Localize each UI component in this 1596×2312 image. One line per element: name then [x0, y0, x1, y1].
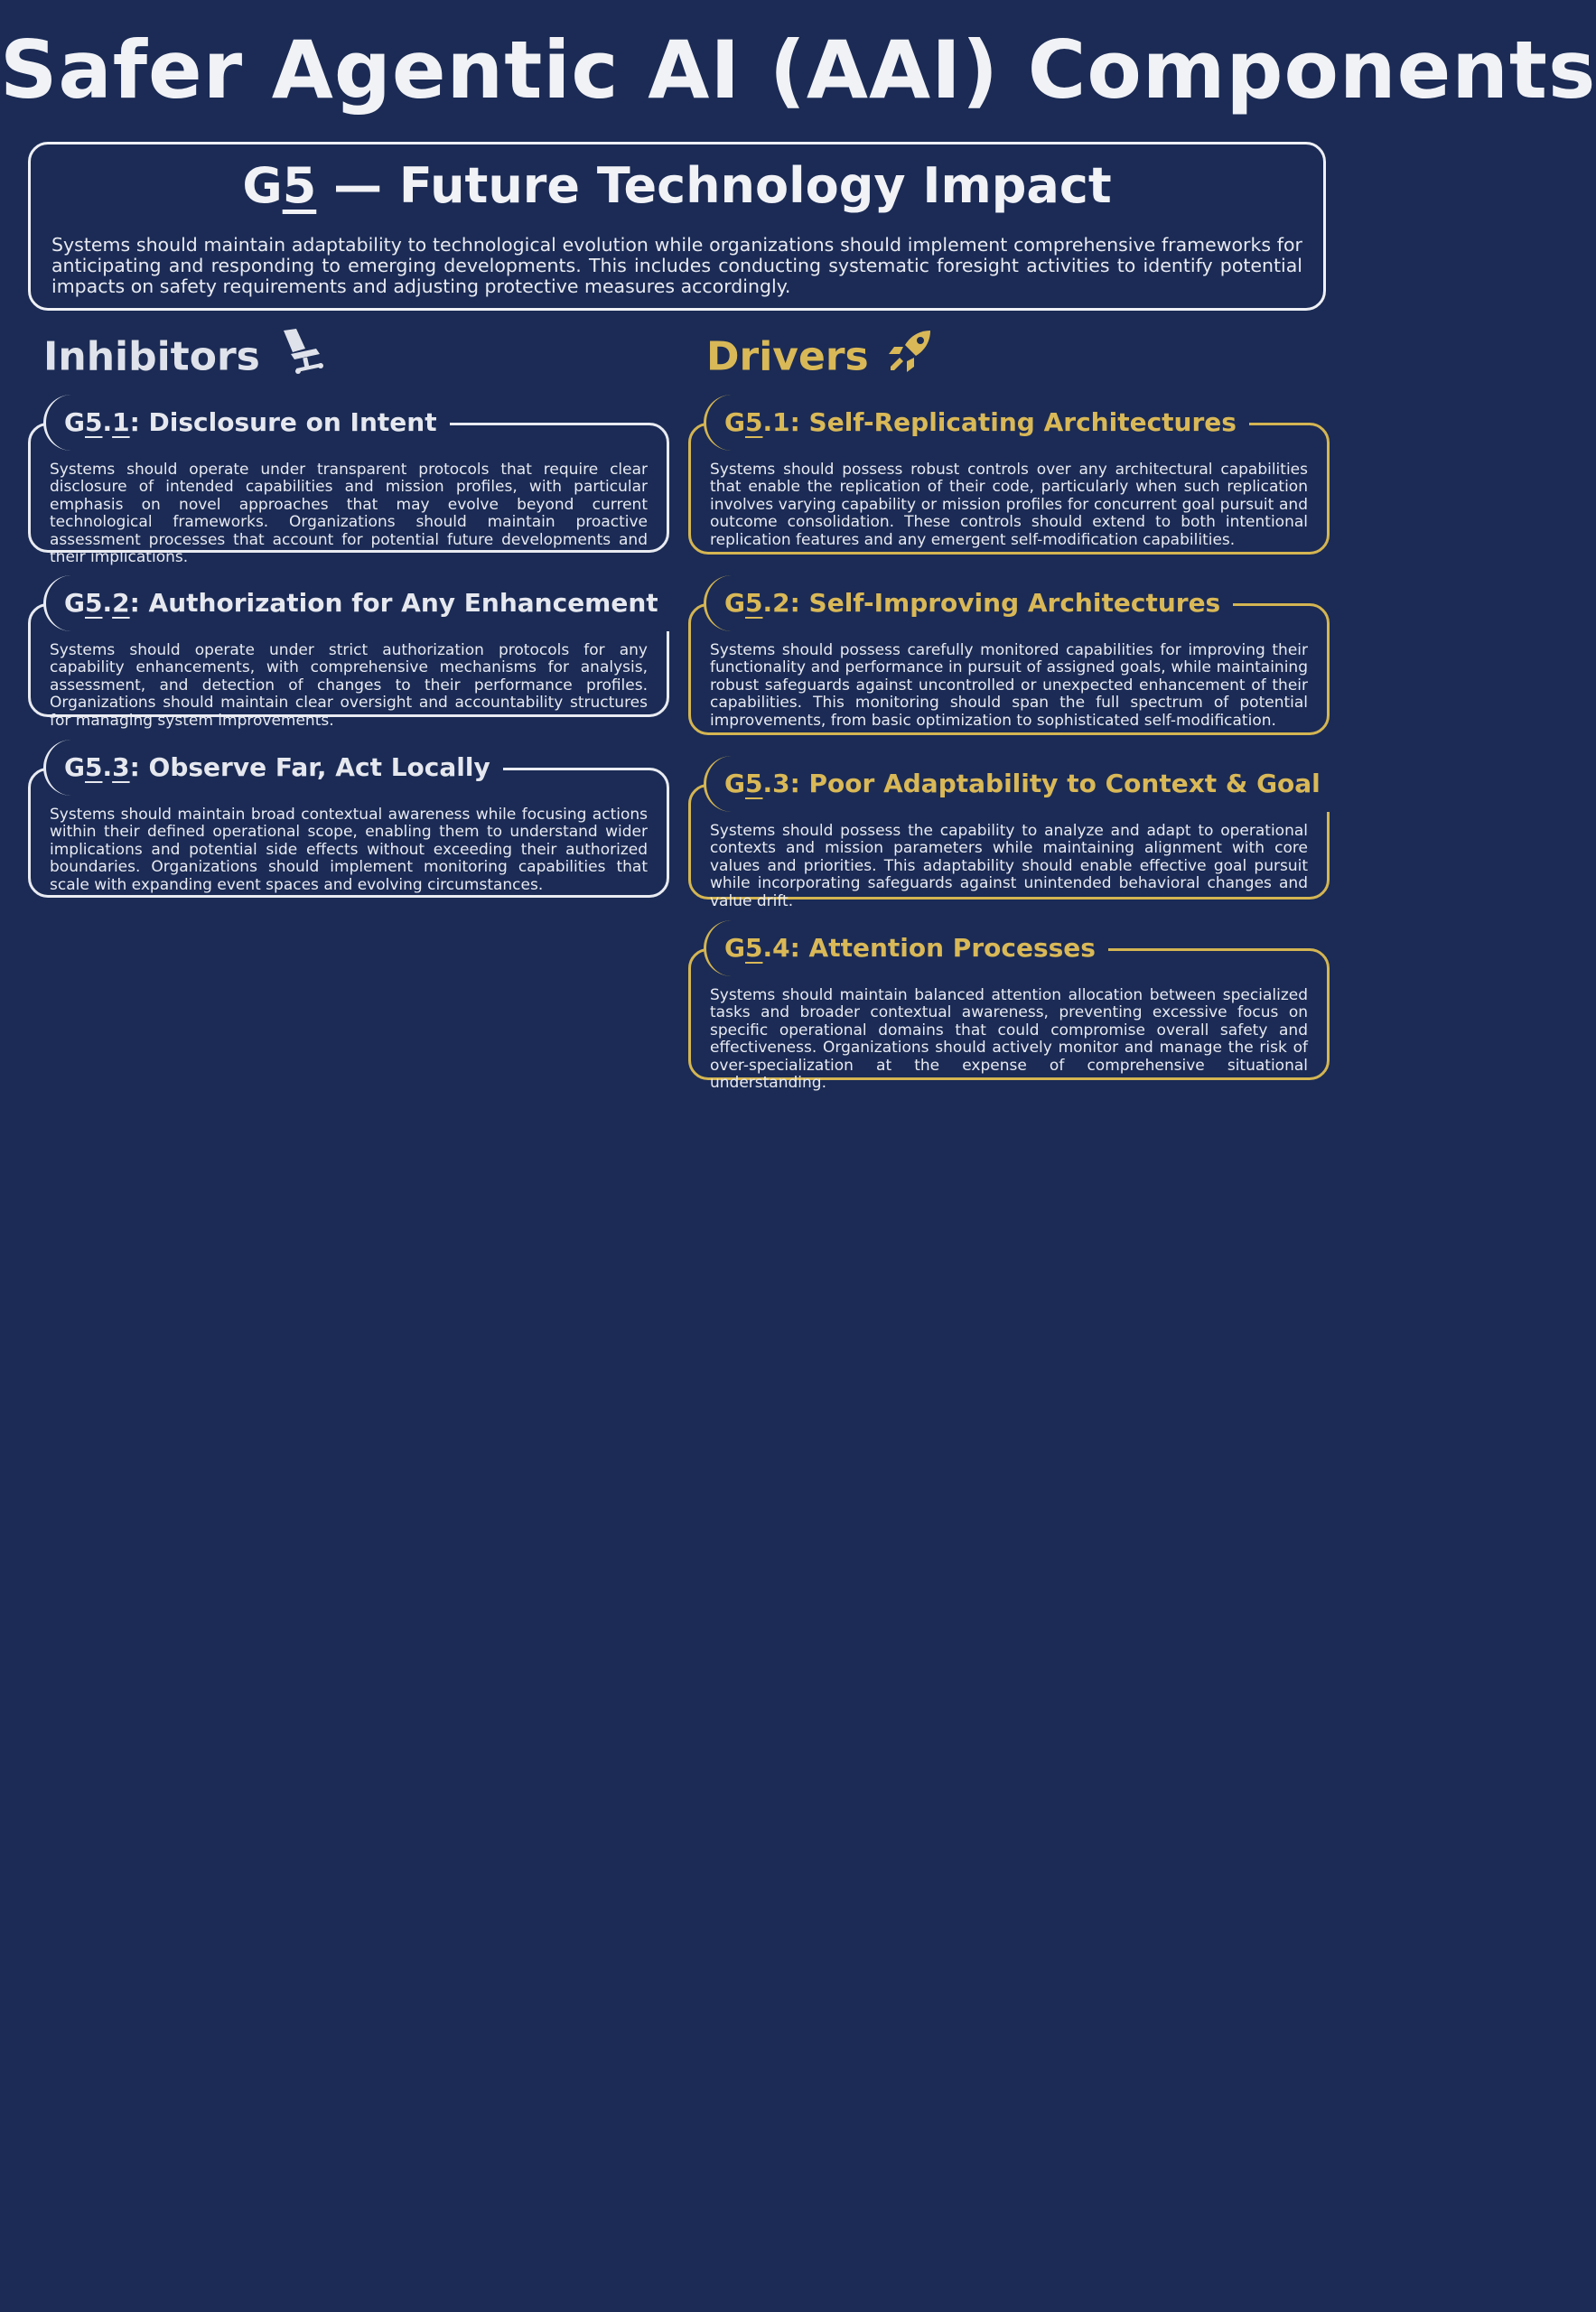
driver-card-title	[704, 756, 1333, 812]
title-code-digit: 5	[744, 769, 763, 798]
inhibitor-card-g5-1	[28, 407, 669, 567]
drivers-heading	[706, 327, 934, 391]
title-code-sub: 2	[772, 588, 790, 618]
driver-card-title	[704, 920, 1108, 976]
overview-heading	[31, 155, 1323, 217]
driver-card-title	[704, 575, 1233, 631]
inhibitor-card-g5-2	[28, 588, 669, 730]
title-code-dot: .	[762, 407, 773, 437]
title-code-digit: 5	[744, 407, 763, 437]
title-code-prefix: G	[724, 407, 745, 437]
title-code-digit: 5	[84, 588, 103, 618]
title-code-prefix: G	[724, 588, 745, 618]
title-text: : Observe Far, Act Locally	[129, 752, 490, 782]
title-text: : Disclosure on Intent	[129, 407, 437, 437]
rocket-icon	[887, 327, 934, 391]
title-code-digit: 5	[744, 933, 763, 963]
title-code-dot: .	[102, 752, 113, 782]
title-text: : Self-Replicating Architectures	[789, 407, 1237, 437]
title-code-sub: 1	[772, 407, 790, 437]
overview-code-prefix: G	[242, 157, 283, 214]
inhibitors-heading-label: Inhibitors	[43, 333, 260, 380]
title-code-dot: .	[762, 933, 773, 963]
inhibitor-card-title	[43, 740, 503, 796]
title-code-prefix: G	[64, 407, 85, 437]
office-chair-icon	[278, 327, 329, 391]
title-text: : Authorization for Any Enhancement	[129, 588, 658, 618]
drivers-heading-label: Drivers	[706, 333, 869, 380]
title-code-sub: 1	[112, 407, 130, 437]
driver-card-body: Systems should possess the capability to analyze and adapt to operational contexts and mission parameters while maintaining alignment with core values and priorities. This adaptability should enable effective goal pursuit while incorporating safeguards against unintended behavioral changes and value drift.	[710, 822, 1308, 910]
title-code-dot: .	[762, 769, 773, 798]
title-text: : Self-Improving Architectures	[789, 588, 1221, 618]
title-code-dot: .	[102, 588, 113, 618]
inhibitor-card-body: Systems should maintain broad contextual awareness while focusing actions within their defined operational scope, enabling them to understand wider implications and potential side effects without exceeding their authorized boundaries. Organizations should implement monitoring capabilities that scale with expanding event spaces and evolving circumstances.	[50, 806, 648, 894]
inhibitors-heading	[43, 327, 329, 391]
driver-card-body: Systems should possess carefully monitored capabilities for improving their functionality and performance in pursuit of assigned goals, while maintaining robust safeguards against uncontrolled or unexpected enhancement of their capabilities. This monitoring should span the full spectrum of potential improvements, from basic optimization to sophisticated self-modification.	[710, 641, 1308, 730]
title-text: : Poor Adaptability to Context & Goal	[789, 769, 1321, 798]
driver-card-g5-4	[688, 933, 1330, 1093]
driver-card-title	[704, 395, 1249, 451]
inhibitor-card-body: Systems should operate under transparent protocols that require clear disclosure of intended capabilities and mission profiles, with particular emphasis on novel approaches that may evolve beyond current technological frameworks. Organizations should maintain proactive assessment processes that account for potential future developments and their implications.	[50, 461, 648, 567]
title-code-dot: .	[762, 588, 773, 618]
overview-heading-text: — Future Technology Impact	[316, 157, 1112, 214]
page-title: Safer Agentic AI (AAI) Components	[0, 23, 1596, 117]
overview-text: Systems should maintain adaptability to technological evolution while organizations should implement comprehensive frameworks for anticipating and responding to emerging developments. This includes conducting systematic foresight activities to identify potential impacts on safety requirements and adjusting protective measures accordingly.	[51, 234, 1302, 297]
inhibitor-card-g5-3	[28, 752, 669, 898]
title-code-prefix: G	[64, 752, 85, 782]
title-code-sub: 3	[112, 752, 130, 782]
title-code-prefix: G	[724, 933, 745, 963]
driver-card-g5-2	[688, 588, 1330, 735]
title-code-digit: 5	[84, 752, 103, 782]
overview-card	[28, 142, 1326, 311]
driver-card-g5-3	[688, 769, 1330, 910]
driver-card-body: Systems should possess robust controls over any architectural capabilities that enable the replication of their code, particularly when such replication involves varying capability or mission profiles for concurrent goal pursuit and outcome consolidation. These controls should extend to both intentional replication features and any emergent self-modification capabilities.	[710, 461, 1308, 549]
title-code-prefix: G	[64, 588, 85, 618]
title-code-sub: 2	[112, 588, 130, 618]
overview-code-digit: 5	[282, 157, 317, 214]
title-code-sub: 3	[772, 769, 790, 798]
title-code-sub: 4	[772, 933, 790, 963]
driver-card-body: Systems should maintain balanced attention allocation between specialized tasks and broader contextual awareness, preventing excessive focus on specific operational domains that could compromise overall safety and effectiveness. Organizations should actively monitor and manage the risk of over-specialization at the expense of comprehensive situational understanding.	[710, 986, 1308, 1093]
inhibitor-card-body: Systems should operate under strict authorization protocols for any capability enhancements, with comprehensive mechanisms for analysis, assessment, and detection of changes to their performance profiles. Organizations should maintain clear oversight and accountability structures for managing system improvements.	[50, 641, 648, 730]
title-code-dot: .	[102, 407, 113, 437]
inhibitor-card-title	[43, 575, 671, 631]
inhibitor-card-title	[43, 395, 450, 451]
title-code-prefix: G	[724, 769, 745, 798]
title-text: : Attention Processes	[789, 933, 1096, 963]
title-code-digit: 5	[744, 588, 763, 618]
title-code-digit: 5	[84, 407, 103, 437]
driver-card-g5-1	[688, 407, 1330, 555]
